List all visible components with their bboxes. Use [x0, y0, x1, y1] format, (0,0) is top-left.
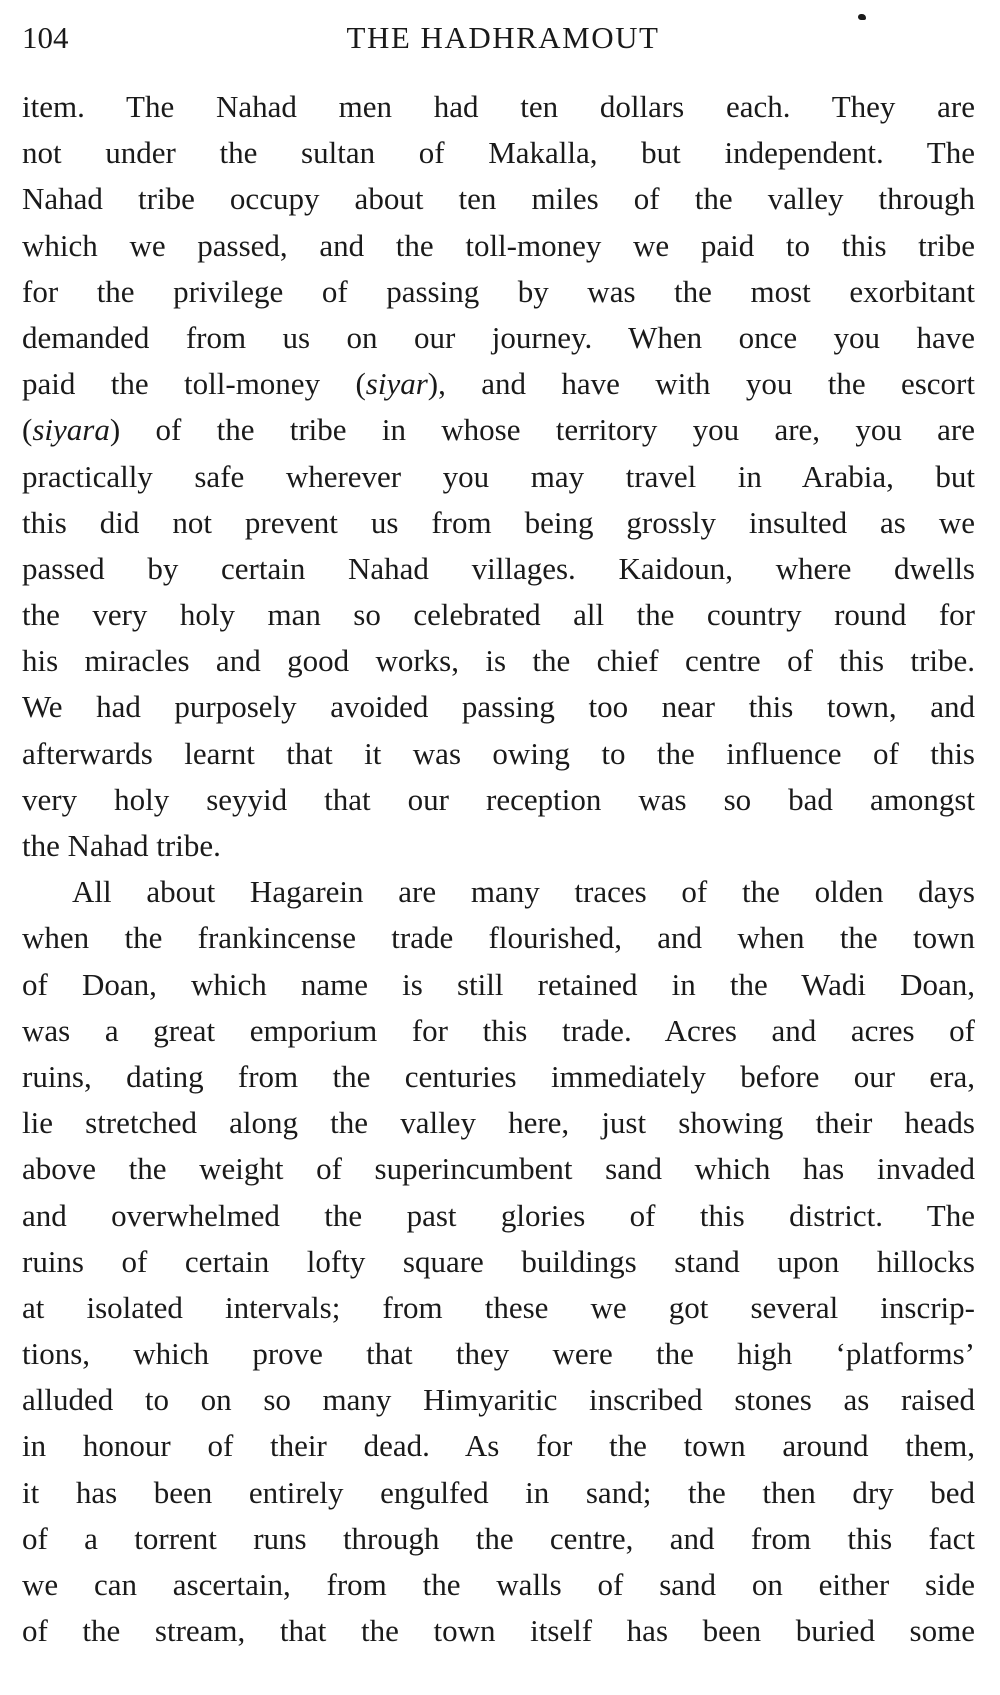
running-head [22, 18, 978, 58]
text-line: item. The Nahad men had ten dollars each. They are [22, 89, 975, 124]
text-line: passed by certain Nahad villages. Kaidoun, where dwells [22, 550, 975, 586]
text-line: for the privilege of passing by was the most exorbitant [22, 273, 975, 309]
body-text [22, 84, 975, 1654]
text-line: of the stream, that the town itself has been buried some [22, 1613, 975, 1649]
text-line: lie stretched along the valley here, just showing their heads [22, 1105, 975, 1141]
text-line: We had purposely avoided passing too near this town, and [22, 689, 975, 725]
text-line: very holy seyyid that our reception was so bad amongst [22, 781, 975, 817]
running-title: THE HADHRAMOUT [346, 20, 660, 55]
text-line: not under the sultan of Makalla, but independent. The [22, 135, 975, 171]
text-line: of Doan, which name is still retained in the Wadi Doan, [22, 966, 975, 1002]
text-line: above the weight of superincumbent sand which has invaded [22, 1151, 975, 1187]
text-line: it has been entirely engulfed in sand; the then dry bed [22, 1474, 975, 1510]
text-line: ruins, dating from the centuries immediately before our era, [22, 1058, 975, 1094]
text-line: Nahad tribe occupy about ten miles of the valley through [22, 181, 975, 217]
text-line: we can ascertain, from the walls of sand on either side [22, 1567, 975, 1602]
page-number: 104 [22, 20, 69, 55]
text-line: paid the toll-money (siyar), and have with you the escort [22, 366, 975, 402]
paragraph [22, 869, 975, 1654]
text-line: at isolated intervals; from these we got several inscrip- [22, 1289, 975, 1325]
text-line: alluded to on so many Himyaritic inscribed stones as raised [22, 1382, 975, 1418]
text-line: which we passed, and the toll-money we paid to this tribe [22, 227, 975, 263]
text-line: (siyara) of the tribe in whose territory you are, you are [22, 412, 975, 448]
text-line: afterwards learnt that it was owing to the influence of this [22, 735, 975, 771]
text-line: practically safe wherever you may travel in Arabia, but [22, 458, 975, 494]
text-line: when the frankincense trade flourished, and when the town [22, 920, 975, 956]
text-line: All about Hagarein are many traces of the olden days [72, 874, 975, 910]
text-line: and overwhelmed the past glories of this district. The [22, 1197, 975, 1233]
text-line: demanded from us on our journey. When once you have [22, 319, 975, 355]
text-line: this did not prevent us from being grossly insulted as we [22, 504, 975, 540]
text-line: the very holy man so celebrated all the country round for [22, 597, 975, 633]
ink-speck [858, 14, 866, 20]
paragraph [22, 84, 975, 869]
text-line: of a torrent runs through the centre, and from this fact [22, 1520, 975, 1556]
text-line: tions, which prove that they were the high ‘platforms’ [22, 1336, 975, 1372]
text-line: was a great emporium for this trade. Acres and acres of [22, 1012, 975, 1048]
text-line: in honour of their dead. As for the town around them, [22, 1428, 975, 1464]
text-line: the Nahad tribe. [22, 828, 221, 863]
text-line: his miracles and good works, is the chief centre of this tribe. [22, 643, 975, 679]
text-line: ruins of certain lofty square buildings stand upon hillocks [22, 1243, 975, 1279]
